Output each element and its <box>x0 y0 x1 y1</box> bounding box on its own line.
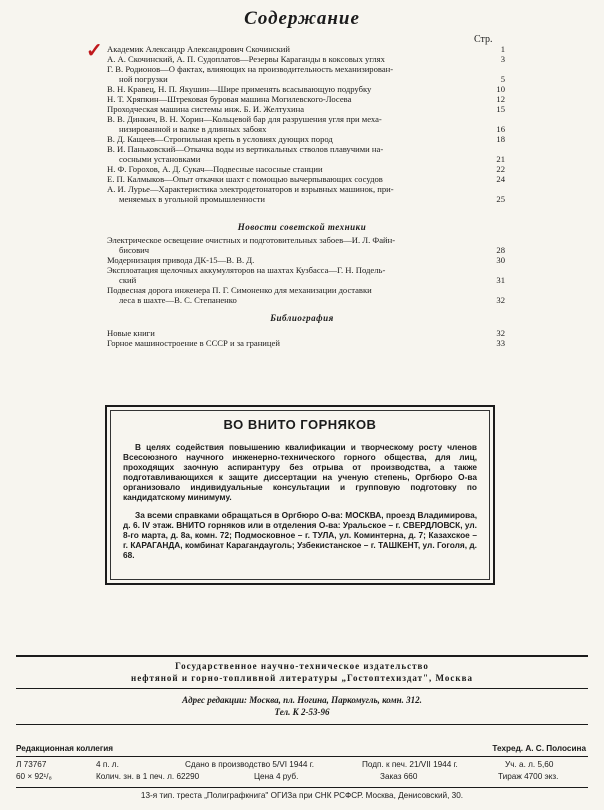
toc-page-number: 3 <box>500 54 505 64</box>
toc-entry-text: Электрическое освещение очистных и подготовительных забоев—И. Л. Файн- <box>107 235 396 245</box>
page-title: Содержание <box>244 8 360 29</box>
toc-page-number: 15 <box>496 104 505 114</box>
address-line-1: Адрес редакции: Москва, пл. Ногина, Паркомугль, комн. 312. <box>182 695 422 705</box>
imprint-acc-sheets: Уч. а. л. 5,60 <box>505 760 554 769</box>
imprint-signed-date: Подп. к печ. 21/VII 1944 г. <box>362 760 458 769</box>
toc-entry-continuation: меняемых в угольной промышленности <box>119 194 265 204</box>
publisher-line-1: Государственное научно-техническое издательство <box>175 661 429 671</box>
divider <box>16 655 588 657</box>
toc-entry-text: В. И. Паньковский—Откачка воды из вертикальных стволов плавучими на- <box>107 144 384 154</box>
imprint-order: Заказ 660 <box>380 772 418 781</box>
toc-page-number: 33 <box>496 338 505 348</box>
publisher-line-2: нефтяной и горно-топливной литературы „Гостоптехиздат", Москва <box>131 673 473 683</box>
toc-entry <box>107 255 505 265</box>
toc-entry-continuation: ский <box>119 275 137 285</box>
divider <box>16 724 588 725</box>
toc-entry-text: Горное машиностроение в СССР и за границей <box>107 338 280 348</box>
toc-page-number: 16 <box>496 124 505 134</box>
tech-editor: Техред. А. С. Полосина <box>492 744 586 753</box>
toc-entry-text: В. В. Динкич, В. Н. Хорин—Кольцевой бар для разрушения угля при меха- <box>107 114 382 124</box>
imprint-price: Цена 4 руб. <box>254 772 299 781</box>
imprint-code: Л 73767 <box>16 760 47 769</box>
toc-entry-continuation: бисович <box>119 245 150 255</box>
toc-entry-text: В. Н. Кравец, Н. П. Якушин—Шире применять всасывающую подрубку <box>107 84 372 94</box>
divider <box>16 787 588 788</box>
toc-page-number: 30 <box>496 255 505 265</box>
toc-page-number: 5 <box>500 74 505 84</box>
toc-entry-text: Новые книги <box>107 328 155 338</box>
check-mark-icon: ✓ <box>86 40 103 62</box>
editorial-board: Редакционная коллегия <box>16 744 114 753</box>
toc-entry <box>107 164 505 174</box>
toc-entry-text: В. Д. Кащеев—Стропильная крепь в условиях дующих пород <box>107 134 333 144</box>
imprint-print-run: Тираж 4700 экз. <box>498 772 559 781</box>
toc-entry-text: Эксплоатация щелочных аккумуляторов на шахтах Кузбасса—Г. Н. Подель- <box>107 265 386 275</box>
toc-entry <box>107 184 505 204</box>
toc-entry <box>107 235 505 255</box>
toc-entry <box>107 328 505 338</box>
page-column-label: Стр. <box>474 34 493 45</box>
address-line-2: Тел. К 2-53-96 <box>274 707 330 717</box>
notice-paragraph-2: За всеми справками обращаться в Оргбюро О-ва: МОСКВА, проезд Владимирова, д. 6. IV этаж. ВНИТО горняков или в отделения О-ва: Уральское – г. СВЕРДЛОВСК, ул. 8-го марта, д. 8а, комн. 72; Подмосковное – г. ТУЛА, ул. Коминтерна, д. 7; Казахское – г. КАРАГАНДА, комбинат Карагандауголь; Узбекистанское – г. ТАШКЕНТ, ул. Гоголя, д. 68. <box>123 510 477 560</box>
imprint-production-date: Сдано в производство 5/VI 1944 г. <box>185 760 315 769</box>
notice-title: ВО ВНИТО ГОРНЯКОВ <box>223 417 377 432</box>
toc-list <box>107 44 505 204</box>
toc-page-number: 18 <box>496 134 505 144</box>
toc-page-number: 31 <box>496 275 505 285</box>
notice-box <box>105 405 495 585</box>
toc-entry-continuation: низированной и валке в длинных забоях <box>119 124 267 134</box>
toc-entry-text: Н. Ф. Горохов, А. Д. Сукач—Подвесные насосные станции <box>107 164 323 174</box>
toc-entry <box>107 44 505 54</box>
toc-entry <box>107 338 505 348</box>
toc-entry <box>107 134 505 144</box>
toc-entry <box>107 114 505 134</box>
toc-entry-text: Подвесная дорога инженера П. Г. Симоненко для механизации доставки <box>107 285 372 295</box>
toc-page-number: 12 <box>496 94 505 104</box>
toc-entry <box>107 174 505 184</box>
toc-entry-text: А. А. Скочинский, А. П. Судоплатов—Резервы Караганды в коксовых углях <box>107 54 385 64</box>
toc-entry <box>107 94 505 104</box>
toc-page-number: 32 <box>496 328 505 338</box>
printer-line: 13-я тип. треста „Полиграфкнига" ОГИЗа при СНК РСФСР. Москва, Денисовский, 30. <box>140 791 464 800</box>
toc-entry-text: А. И. Лурье—Характеристика электродетонаторов и взрывных машинок, при- <box>107 184 394 194</box>
toc-entry <box>107 144 505 164</box>
toc-entry-continuation: леса в шахте—В. С. Степаненко <box>119 295 237 305</box>
toc-page-number: 24 <box>496 174 505 184</box>
divider <box>16 688 588 689</box>
toc-entry-text: Модернизация привода ДК-15—В. В. Д. <box>107 255 255 265</box>
bib-list <box>107 328 505 348</box>
toc-entry-text: Академик Александр Александрович Скочинский <box>107 44 290 54</box>
divider <box>16 756 588 757</box>
toc-entry <box>107 84 505 94</box>
toc-entry-text: Проходческая машина системы инж. Б. И. Желтухина <box>107 104 305 114</box>
toc-page-number: 28 <box>496 245 505 255</box>
toc-page-number: 1 <box>500 44 505 54</box>
toc-entry <box>107 285 505 305</box>
toc-entry <box>107 104 505 114</box>
news-list <box>107 235 505 305</box>
bib-section-title: Библиография <box>270 313 334 323</box>
toc-entry-continuation: сосными установками <box>119 154 201 164</box>
imprint-sheets: 4 п. л. <box>96 760 119 769</box>
news-section-title: Новости советской техники <box>237 222 367 232</box>
toc-entry <box>107 54 505 64</box>
toc-page-number: 21 <box>496 154 505 164</box>
toc-entry <box>107 64 505 84</box>
imprint-format: 60 × 92¹/₈ <box>16 772 52 781</box>
imprint-chars: Колич. зн. в 1 печ. л. 62290 <box>96 772 200 781</box>
toc-entry-continuation: ной погрузки <box>119 74 168 84</box>
toc-page-number: 32 <box>496 295 505 305</box>
toc-entry-text: Е. П. Калмыков—Опыт откачки шахт с помощью вычерпывающих сосудов <box>107 174 383 184</box>
toc-page-number: 22 <box>496 164 505 174</box>
toc-page-number: 25 <box>496 194 505 204</box>
toc-entry-text: Г. В. Родионов—О фактах, влияющих на производительность механизирован- <box>107 64 394 74</box>
toc-entry-text: Н. Т. Хряпкин—Штрековая буровая машина Могилевского-Лосева <box>107 94 352 104</box>
notice-paragraph-1: В целях содействия повышению квалификации и творческому росту членов Всесоюзного научного инженерно-технического горного общества, для лиц, проходящих заочную аспирантуру без отрыва от производства, а также подготавливающихся к защите диссертации на ученую степень, Оргбюро О-ва организовало индивидуальные консультации и групповую подготовку по кандидатскому минимуму. <box>123 442 477 502</box>
toc-page-number: 10 <box>496 84 505 94</box>
toc-entry <box>107 265 505 285</box>
